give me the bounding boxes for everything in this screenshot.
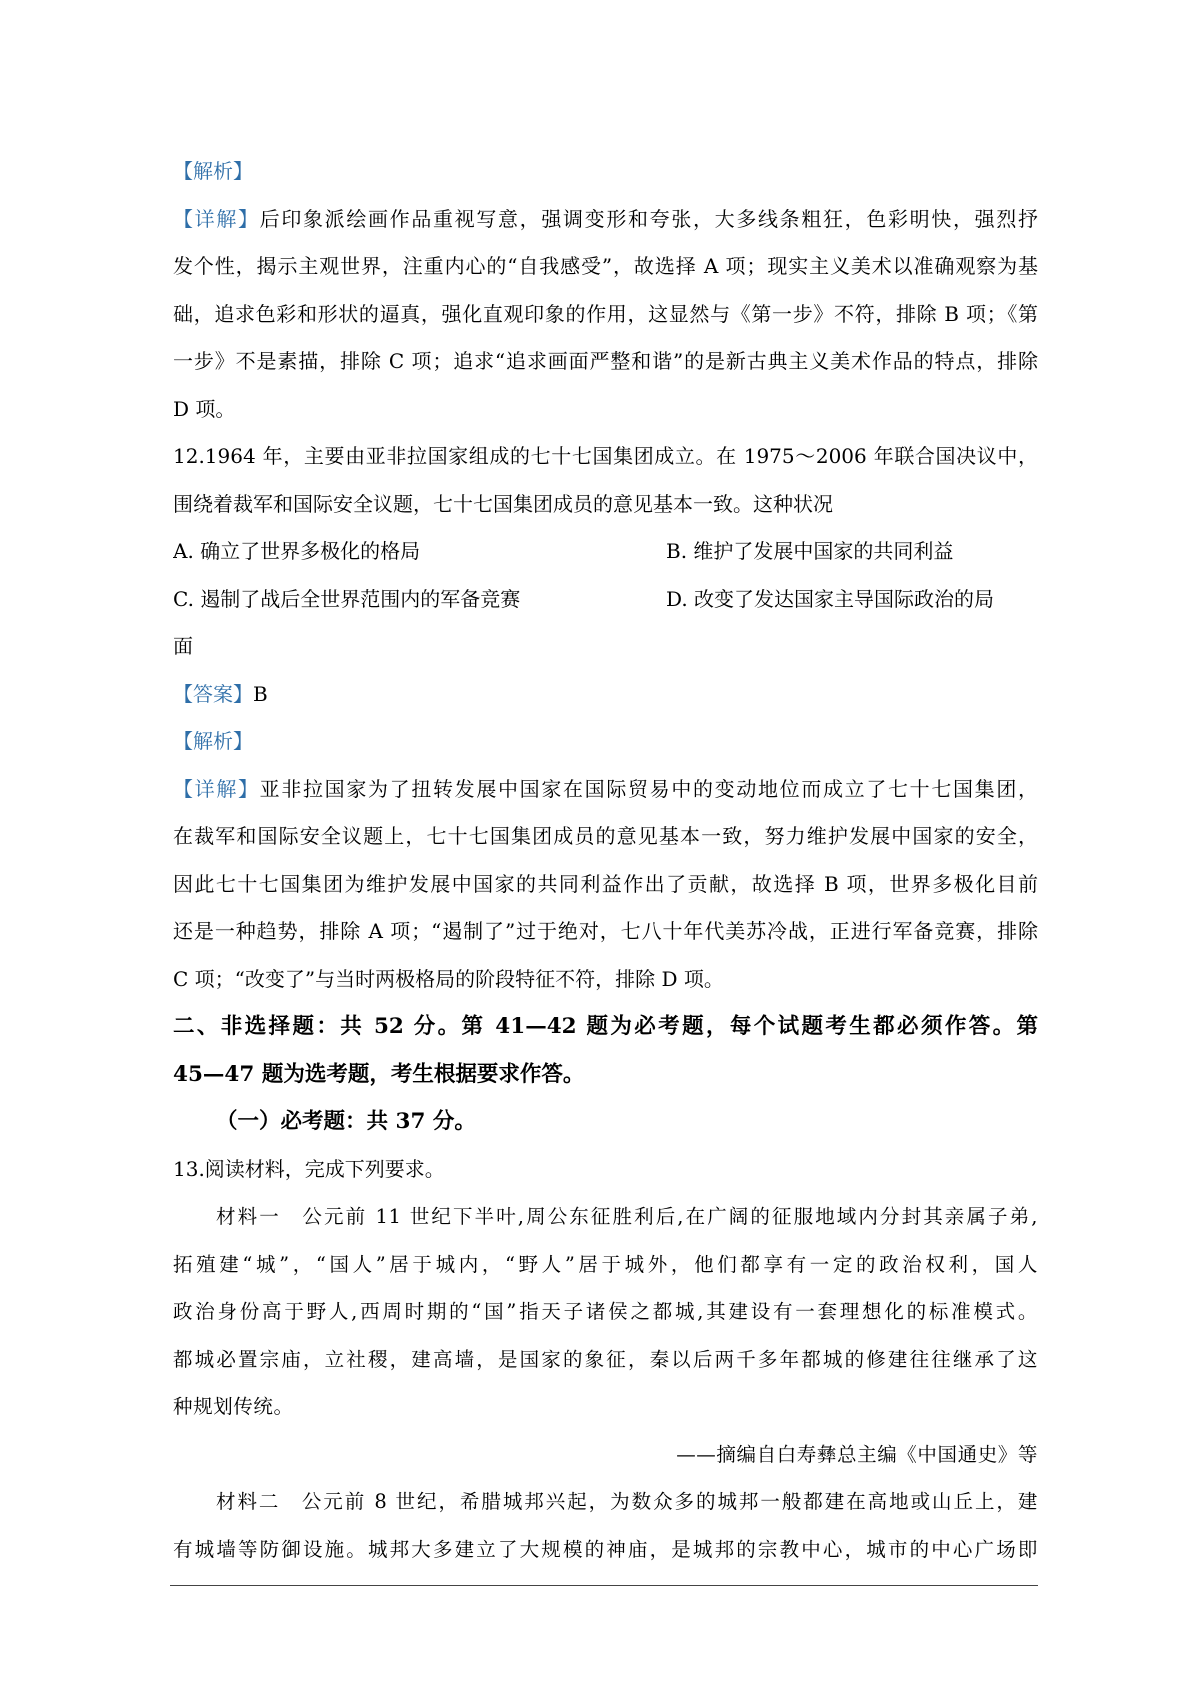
option-d-continuation: 面 bbox=[173, 634, 193, 658]
answer-value: B bbox=[253, 681, 268, 706]
material1-line: 种规划传统。 bbox=[173, 1395, 294, 1418]
q11-detail-line: 发个性，揭示主观世界，注重内心的“自我感受”，故选择 A 项；现实主义美术以准确观察为基 bbox=[173, 254, 1038, 278]
footer-divider bbox=[170, 1585, 1038, 1586]
section-heading-line: 二、非选择题：共 52 分。第 41—42 题为必考题，每个试题考生都必须作答。第 bbox=[173, 1014, 1038, 1039]
q12-stem-line: 12.1964 年，主要由亚非拉国家组成的七十七国集团成立。在 1975～2006 年联合国决议中， bbox=[173, 444, 1038, 468]
material2-line: 有城墙等防御设施。城邦大多建立了大规模的神庙，是城邦的宗教中心，城市的中心广场即 bbox=[173, 1537, 1038, 1561]
section-heading-line: 45—47 题为选考题，考生根据要求作答。 bbox=[173, 1061, 585, 1087]
answer-label: 【答案】 bbox=[173, 681, 253, 706]
q12-detail-line: 因此七十七国集团为维护发展中国家的共同利益作出了贡献，故选择 B 项，世界多极化目前 bbox=[173, 871, 1038, 896]
material1-line: 都城必置宗庙，立社稷，建高墙，是国家的象征，秦以后两千多年都城的修建往往继承了这 bbox=[173, 1347, 1038, 1371]
q12-stem-line: 围绕着裁军和国际安全议题，七十七国集团成员的意见基本一致。这种状况 bbox=[173, 491, 833, 516]
q12-detail-line: C 项；“改变了”与当时两极格局的阶段特征不符，排除 D 项。 bbox=[173, 966, 724, 991]
detail-label: 【详解】 bbox=[173, 206, 260, 231]
q12-options-row bbox=[173, 576, 1038, 624]
option-d: D. 改变了发达国家主导国际政治的局 bbox=[666, 586, 995, 611]
material1-line: 拓殖建“城”，“国人”居于城内，“野人”居于城外，他们都享有一定的政治权利，国人 bbox=[173, 1252, 1038, 1276]
q13-stem: 13.阅读材料，完成下列要求。 bbox=[173, 1156, 445, 1181]
explanation-label: 【解析】 bbox=[173, 159, 253, 183]
material1-source: ——摘编自白寿彝总主编《中国通史》等 bbox=[676, 1442, 1038, 1466]
q11-detail-line: 【详解】后印象派绘画作品重视写意，强调变形和夸张，大多线条粗狂，色彩明快，强烈抒 bbox=[173, 206, 1038, 231]
explanation-label: 【解析】 bbox=[173, 729, 253, 753]
q11-detail-line: 础，追求色彩和形状的逼真，强化直观印象的作用，这显然与《第一步》不符，排除 B 项；《第 bbox=[173, 301, 1038, 326]
option-b: B. 维护了发展中国家的共同利益 bbox=[666, 539, 954, 563]
q12-detail-line: 在裁军和国际安全议题上，七十七国集团成员的意见基本一致，努力维护发展中国家的安全， bbox=[173, 824, 1038, 848]
detail-label: 【详解】 bbox=[173, 776, 260, 801]
q11-detail-line: D 项。 bbox=[173, 396, 236, 421]
exam-page bbox=[173, 148, 1038, 1573]
material1-line: 政治身份高于野人,西周时期的“国”指天子诸侯之都城,其建设有一套理想化的标准模式。 bbox=[173, 1300, 1038, 1323]
q12-options-row bbox=[173, 528, 1038, 576]
option-c: C. 遏制了战后全世界范围内的军备竞赛 bbox=[173, 586, 521, 611]
material1-line: 材料一 公元前 11 世纪下半叶,周公东征胜利后,在广阔的征服地域内分封其亲属子弟, bbox=[216, 1205, 1038, 1228]
option-a: A. 确立了世界多极化的格局 bbox=[173, 539, 421, 563]
q12-detail-line: 还是一种趋势，排除 A 项；“遏制了”过于绝对，七八十年代美苏冷战，正进行军备竞赛，排除 bbox=[173, 919, 1038, 943]
q12-answer bbox=[173, 671, 1038, 719]
material2-line: 材料二 公元前 8 世纪，希腊城邦兴起，为数众多的城邦一般都建在高地或山丘上，建 bbox=[216, 1490, 1038, 1513]
q12-detail-line: 【详解】亚非拉国家为了扭转发展中国家在国际贸易中的变动地位而成立了七十七国集团， bbox=[173, 776, 1038, 801]
q11-detail-line: 一步》不是素描，排除 C 项；追求“追求画面严整和谐”的是新古典主义美术作品的特点，排除 bbox=[173, 349, 1038, 373]
section-subheading: （一）必考题：共 37 分。 bbox=[216, 1109, 476, 1134]
